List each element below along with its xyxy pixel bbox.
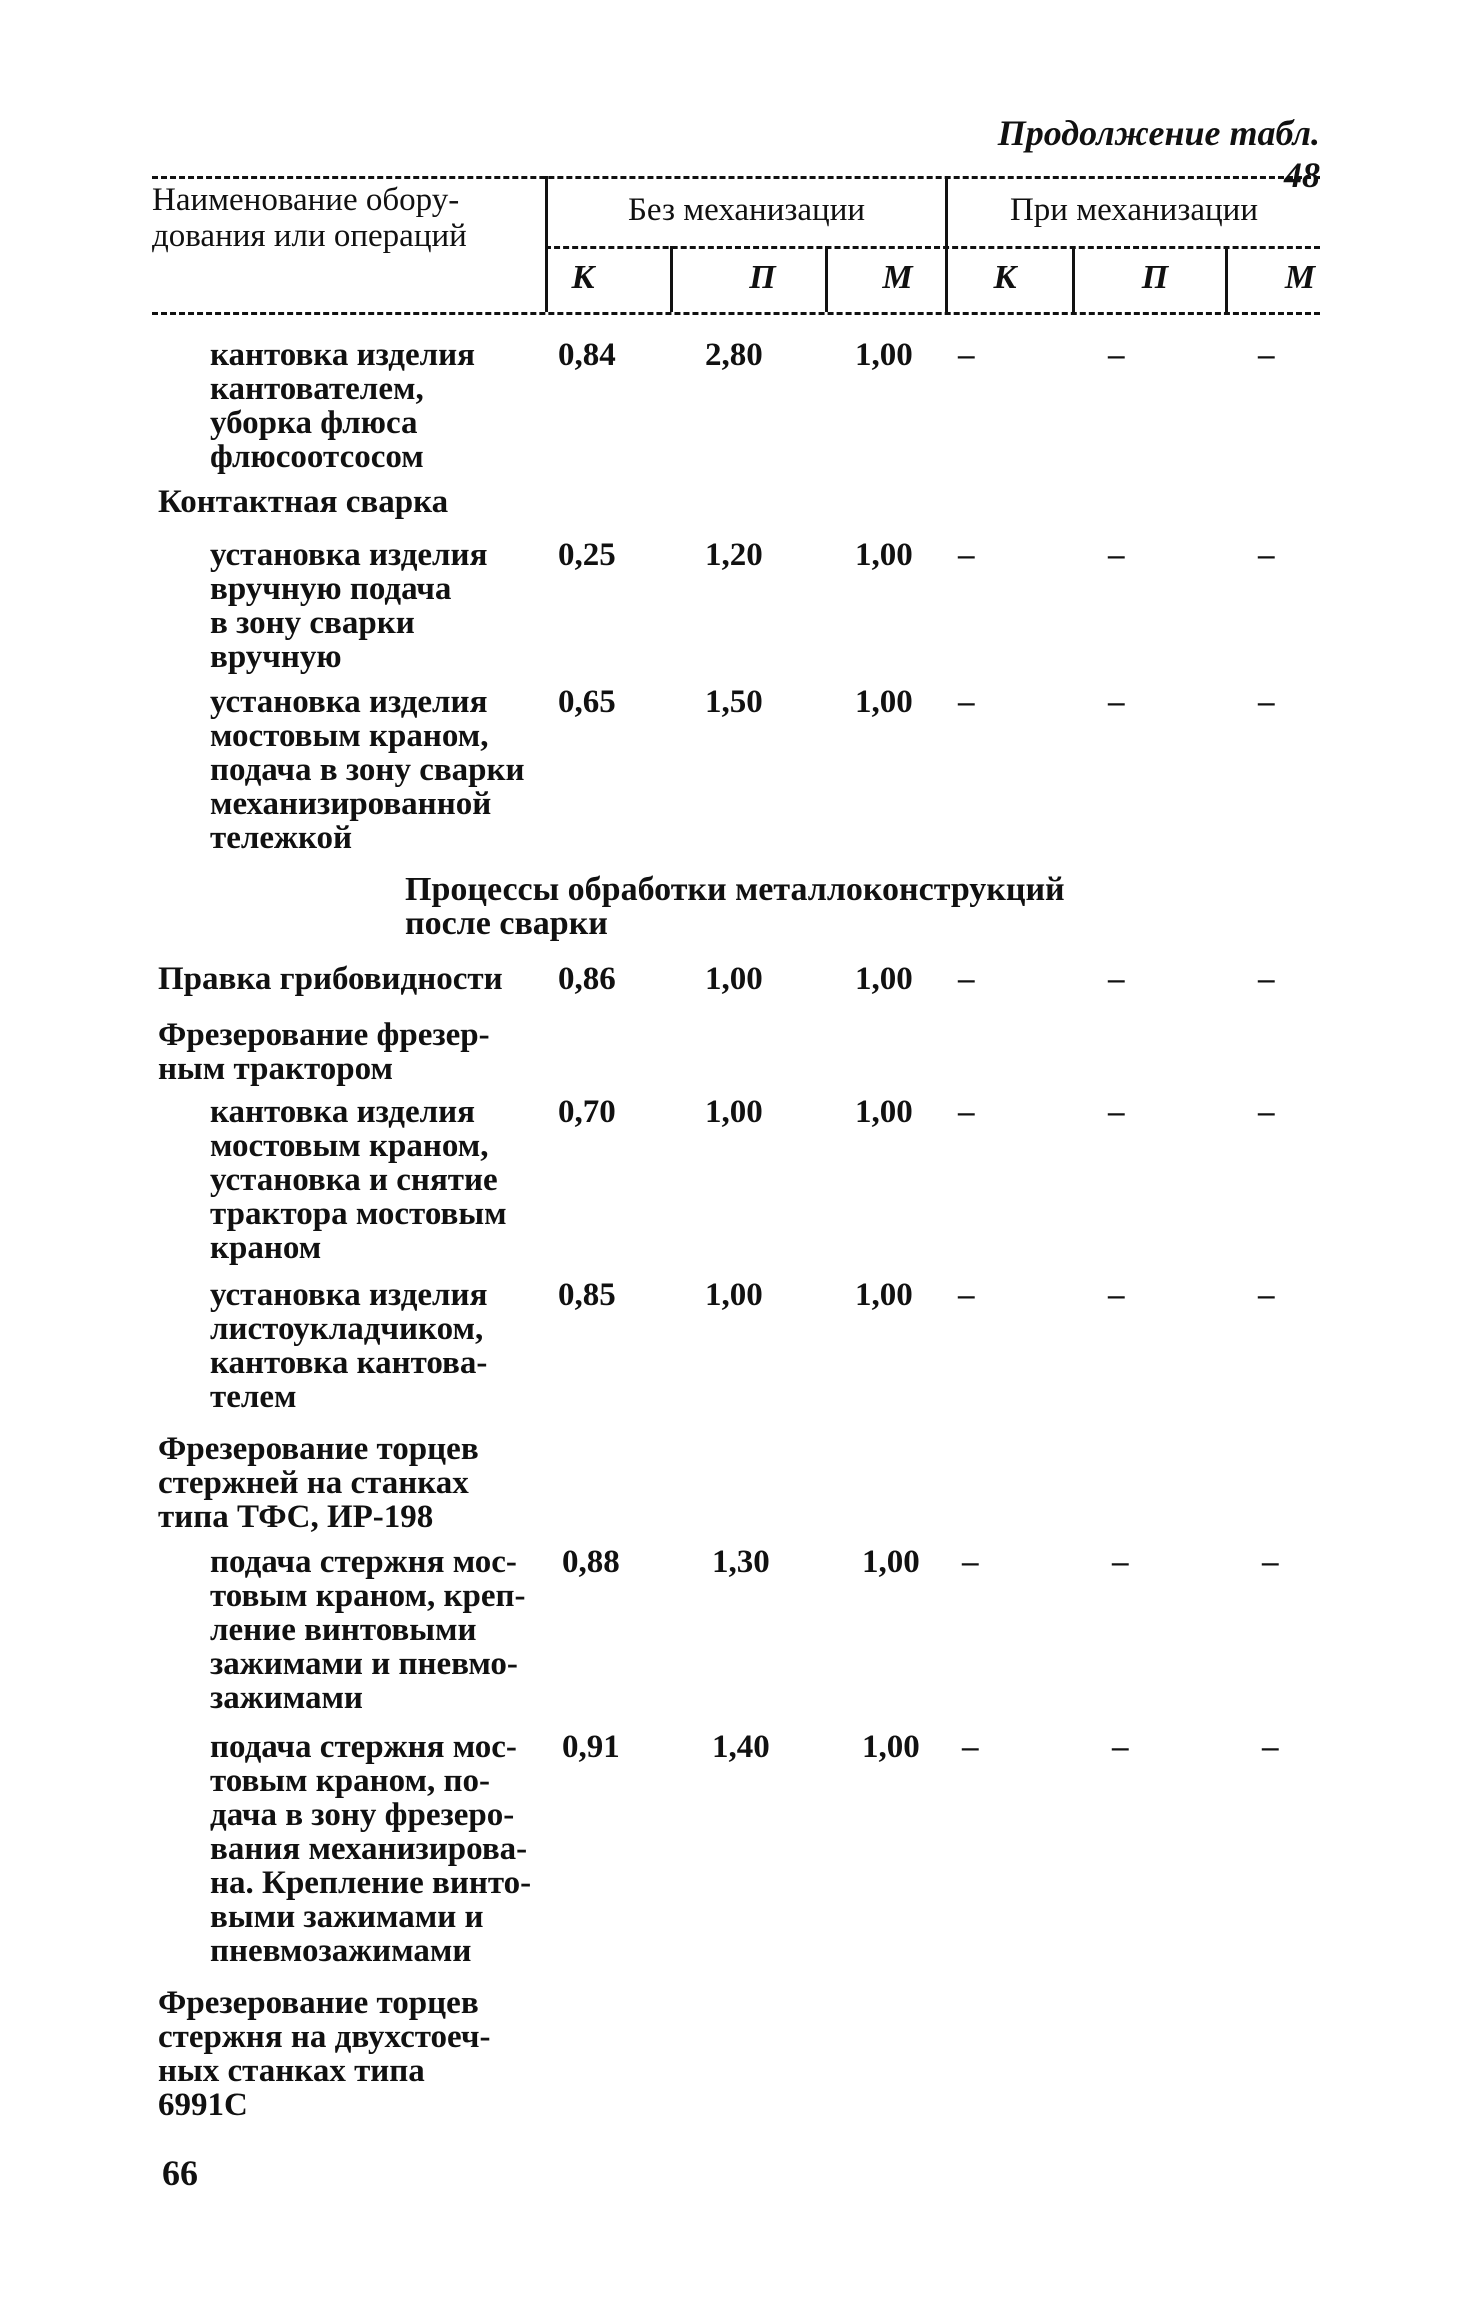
value-p: 2,80 bbox=[705, 337, 763, 373]
value-p: 1,20 bbox=[705, 537, 763, 573]
row-name: установка изделия вручную подача в зону сварки вручную bbox=[210, 537, 488, 675]
header-sub-k2: К bbox=[993, 259, 1017, 296]
value-m: 1,00 bbox=[855, 337, 913, 373]
section-title: Процессы обработки металлоконструкций после сварки bbox=[405, 871, 1065, 942]
page-number: 66 bbox=[162, 2153, 198, 2193]
value-p2: – bbox=[1108, 1094, 1125, 1130]
value-k2: – bbox=[958, 1277, 975, 1313]
header-group-with: При механизации bbox=[1009, 192, 1259, 228]
value-m2: – bbox=[1258, 684, 1275, 720]
value-p: 1,00 bbox=[705, 961, 763, 997]
value-p2: – bbox=[1108, 1277, 1125, 1313]
value-k: 0,85 bbox=[558, 1277, 616, 1313]
value-k: 0,65 bbox=[558, 684, 616, 720]
value-m: 1,00 bbox=[862, 1544, 920, 1580]
row-name: подача стержня мос- товым краном, по- дача в зону фрезеро- вания механизирова- на. Крепление винто- выми зажимами и пневмозажимами bbox=[210, 1729, 532, 1969]
value-k2: – bbox=[958, 337, 975, 373]
header-sub-m2: М bbox=[1284, 259, 1316, 296]
row-name: Фрезерование торцев стержня на двухстоеч- ных станках типа 6991С bbox=[158, 1985, 491, 2123]
value-m2: – bbox=[1262, 1544, 1279, 1580]
value-p2: – bbox=[1112, 1729, 1129, 1765]
value-k: 0,25 bbox=[558, 537, 616, 573]
value-m2: – bbox=[1262, 1729, 1279, 1765]
value-p: 1,50 bbox=[705, 684, 763, 720]
row-name: установка изделия листоукладчиком, кантовка кантова- телем bbox=[210, 1277, 488, 1415]
value-p: 1,00 bbox=[705, 1277, 763, 1313]
header-group-without: Без механизации bbox=[627, 192, 866, 228]
value-k: 0,86 bbox=[558, 961, 616, 997]
header-name-column: Наименование обору- дования или операций bbox=[152, 182, 467, 254]
header-divider-sub-4 bbox=[1072, 246, 1075, 312]
value-m: 1,00 bbox=[855, 1277, 913, 1313]
row-name: Контактная сварка bbox=[158, 484, 449, 520]
row-name: кантовка изделия кантователем, уборка флюса флюсоотсосом bbox=[210, 337, 475, 475]
header-sub-m1: М bbox=[882, 259, 913, 296]
value-m2: – bbox=[1258, 337, 1275, 373]
value-m: 1,00 bbox=[855, 1094, 913, 1130]
header-divider-sub-2 bbox=[825, 246, 828, 312]
header-divider-sub-5 bbox=[1225, 246, 1228, 312]
value-m: 1,00 bbox=[855, 961, 913, 997]
value-k: 0,84 bbox=[558, 337, 616, 373]
value-k2: – bbox=[962, 1729, 979, 1765]
value-p2: – bbox=[1108, 684, 1125, 720]
value-k: 0,88 bbox=[562, 1544, 620, 1580]
value-m: 1,00 bbox=[855, 537, 913, 573]
value-m: 1,00 bbox=[862, 1729, 920, 1765]
value-m2: – bbox=[1258, 537, 1275, 573]
value-m2: – bbox=[1258, 1094, 1275, 1130]
continuation-title: Продолжение табл. 48 bbox=[997, 113, 1320, 195]
row-name: Правка грибовидности bbox=[158, 961, 503, 997]
header-top-rule bbox=[152, 176, 1320, 179]
value-k2: – bbox=[958, 1094, 975, 1130]
value-m2: – bbox=[1258, 1277, 1275, 1313]
value-k2: – bbox=[962, 1544, 979, 1580]
value-k2: – bbox=[958, 684, 975, 720]
value-p2: – bbox=[1108, 961, 1125, 997]
header-sub-p2: П bbox=[1141, 259, 1169, 296]
row-name: Фрезерование фрезер- ным трактором bbox=[158, 1017, 490, 1087]
value-k: 0,70 bbox=[558, 1094, 616, 1130]
header-divider-sub-1 bbox=[670, 246, 673, 312]
row-name: подача стержня мос- товым краном, креп- ление винтовыми зажимами и пневмо- зажимами bbox=[210, 1544, 526, 1716]
value-p: 1,30 bbox=[712, 1544, 770, 1580]
value-p2: – bbox=[1108, 537, 1125, 573]
value-k2: – bbox=[958, 537, 975, 573]
value-m: 1,00 bbox=[855, 684, 913, 720]
value-p2: – bbox=[1108, 337, 1125, 373]
header-bottom-rule bbox=[152, 312, 1320, 315]
value-p: 1,40 bbox=[712, 1729, 770, 1765]
value-p: 1,00 bbox=[705, 1094, 763, 1130]
row-name: Фрезерование торцев стержней на станках типа ТФС, ИР-198 bbox=[158, 1431, 479, 1535]
value-k: 0,91 bbox=[562, 1729, 620, 1765]
header-mid-rule bbox=[545, 246, 1320, 249]
value-k2: – bbox=[958, 961, 975, 997]
header-sub-k1: К bbox=[571, 259, 595, 296]
header-sub-p1: П bbox=[749, 259, 776, 296]
value-m2: – bbox=[1258, 961, 1275, 997]
row-name: установка изделия мостовым краном, подача в зону сварки механизированной тележкой bbox=[210, 684, 525, 856]
value-p2: – bbox=[1112, 1544, 1129, 1580]
row-name: кантовка изделия мостовым краном, установка и снятие трактора мостовым краном bbox=[210, 1094, 507, 1266]
